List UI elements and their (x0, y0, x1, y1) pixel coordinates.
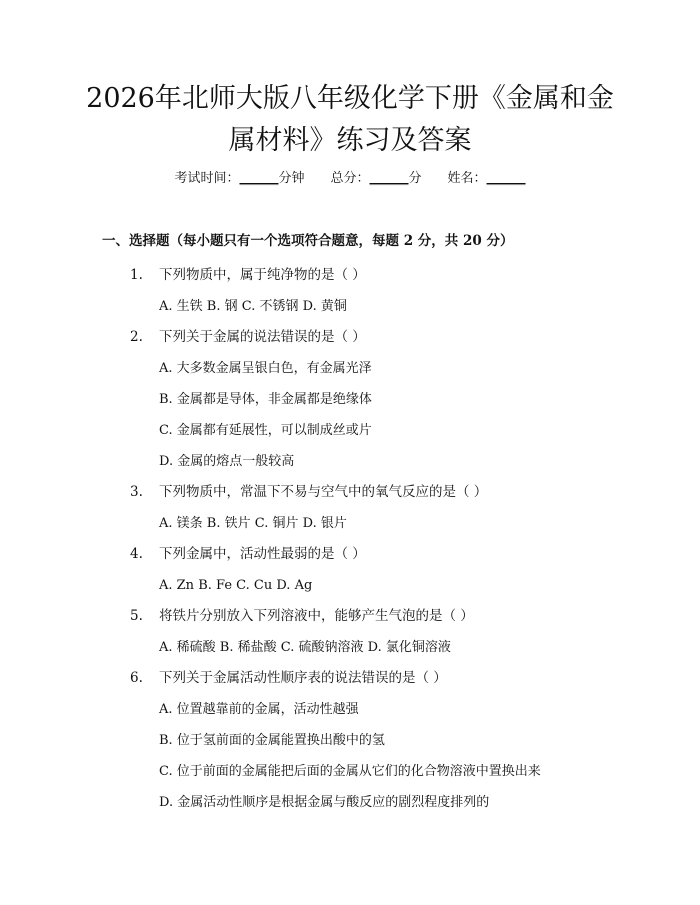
option-b: B. 金属都是导体，非金属都是绝缘体 (159, 392, 372, 407)
total-score-blank: ______ (369, 171, 409, 186)
exam-time-blank: ______ (239, 171, 279, 186)
question-stem (0, 663, 700, 694)
question-text: 下列物质中，属于纯净物的是（ ） (159, 267, 366, 283)
question-1 (0, 260, 700, 322)
question-options: A. Zn B. Fe C. Cu D. Ag (159, 578, 313, 593)
question-options: A. 生铁 B. 钢 C. 不锈钢 D. 黄铜 (159, 299, 347, 314)
question-list (0, 260, 700, 818)
option-d: D. 金属活动性顺序是根据金属与酸反应的剧烈程度排列的 (159, 795, 490, 810)
option-c: C. 金属都有延展性，可以制成丝或片 (159, 423, 372, 438)
exam-time-unit: 分钟 (278, 171, 305, 186)
question-stem (0, 260, 700, 291)
question-6 (0, 663, 700, 818)
option-c: C. 位于前面的金属能把后面的金属从它们的化合物溶液中置换出来 (159, 764, 541, 779)
option-d: D. 金属的熔点一般较高 (159, 454, 295, 469)
question-number: 4. (130, 546, 143, 562)
option-a: A. 大多数金属呈银白色，有金属光泽 (159, 361, 372, 376)
question-number: 6. (130, 670, 143, 686)
question-text: 下列关于金属活动性顺序表的说法错误的是（ ） (159, 670, 447, 686)
option-a: A. 位置越靠前的金属，活动性越强 (159, 702, 359, 717)
question-stem (0, 477, 700, 508)
question-stem (0, 601, 700, 632)
question-text: 下列金属中，活动性最弱的是（ ） (159, 546, 366, 562)
exam-time-label: 考试时间： (174, 171, 240, 186)
question-4 (0, 539, 700, 601)
question-text: 下列关于金属的说法错误的是（ ） (159, 329, 366, 345)
question-stem (0, 539, 700, 570)
question-number: 2. (130, 329, 143, 345)
document-title: 2026年北师大版八年级化学下册《金属和金属材料》练习及答案 (86, 83, 614, 156)
question-number: 3. (130, 484, 143, 500)
question-text: 下列物质中，常温下不易与空气中的氧气反应的是（ ） (159, 484, 488, 500)
total-score-label: 总分： (330, 171, 370, 186)
total-score-unit: 分 (408, 171, 422, 186)
exam-meta-line (0, 170, 700, 188)
question-5 (0, 601, 700, 663)
question-options: A. 稀硫酸 B. 稀盐酸 C. 硫酸钠溶液 D. 氯化铜溶液 (159, 640, 451, 655)
question-stem (0, 322, 700, 353)
question-options: A. 镁条 B. 铁片 C. 铜片 D. 银片 (159, 516, 347, 531)
option-b: B. 位于氢前面的金属能置换出酸中的氢 (159, 733, 385, 748)
question-3 (0, 477, 700, 539)
question-number: 5. (130, 608, 143, 624)
question-text: 将铁片分别放入下列溶液中，能够产生气泡的是（ ） (159, 608, 474, 624)
student-name-label: 姓名： (447, 171, 487, 186)
question-2 (0, 322, 700, 477)
student-name-blank: ______ (486, 171, 526, 186)
section-heading-multiple-choice: 一、选择题（每小题只有一个选项符合题意，每题 2 分，共 20 分） (102, 233, 514, 249)
question-number: 1. (130, 267, 143, 283)
